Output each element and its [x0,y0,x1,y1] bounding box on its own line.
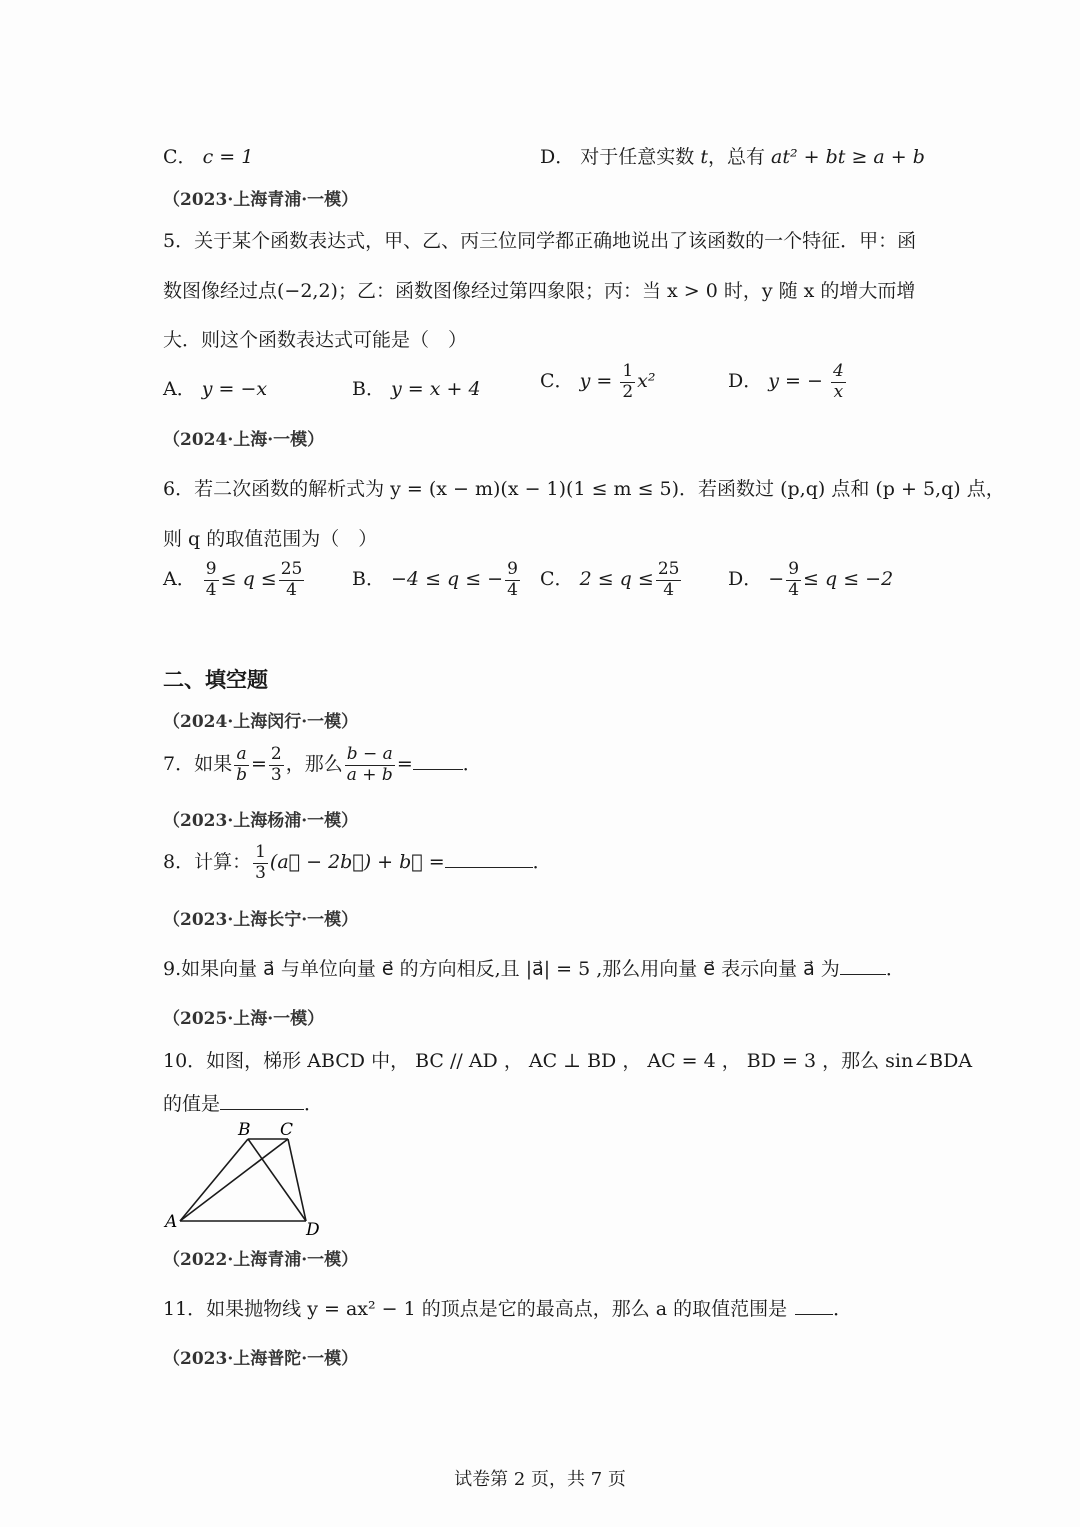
q-end: ． [532,851,552,874]
q6-source: （2024·上海·一模） [163,430,325,450]
q-eq: = [250,753,267,776]
option-expr: y = − [768,370,823,393]
fraction [656,560,682,600]
option-expr: at² + bt ≥ a + b [771,146,925,168]
fraction [234,745,249,785]
option-expr-post: x² [637,370,656,393]
trailing-source: （2023·上海普陀·一模） [163,1349,359,1369]
frac-num: 9 [788,559,800,579]
frac-den: a + b [346,764,393,785]
frac-den: 2 [622,381,634,402]
section-title: 二、填空题 [163,668,268,692]
option-expr: y = −x [201,378,268,400]
frac-num: 4 [832,361,844,381]
q6-option-b [352,560,522,600]
option-label: C． [540,370,574,393]
q6-option-a [163,560,306,600]
q11-source: （2022·上海青浦·一模） [163,1250,359,1270]
option-expr: y = [579,370,613,393]
frac-num: b − a [346,744,393,764]
q6-option-c [540,560,683,600]
frac-num: 25 [657,559,680,579]
answer-blank[interactable] [795,1296,833,1315]
q5-option-c [540,362,656,402]
option-expr-post: ≤ q ≤ −2 [803,568,894,591]
answer-blank[interactable] [413,751,463,770]
option-label: B． [352,568,385,591]
q9-source: （2023·上海长宁·一模） [163,910,359,930]
fraction [279,560,305,600]
q-end: ． [833,1298,853,1320]
fraction [345,745,395,785]
q5-line1: 5．关于某个函数表达式，甲、乙、丙三位同学都正确地说出了该函数的一个特征．甲：函 [163,230,917,252]
option-expr: −4 ≤ q ≤ − [391,568,504,591]
frac-num: 25 [280,559,303,579]
fraction [831,362,846,402]
q-text: 9.如果向量 a⃗ 与单位向量 e⃗ 的方向相反,且 |a⃗| = 5 ,那么用向量 e⃗ 表示向量 a⃗ 为 [163,958,840,980]
option-label: D． [540,146,575,168]
frac-den: 4 [507,579,518,600]
q7-line [163,745,482,785]
q5-line2: 数图像经过点(−2,2)；乙：函数图像经过第四象限；丙：当 x > 0 时，y 随 x 的增大而增 [163,280,916,302]
q6-line2: 则 q 的取值范围为（ ） [163,528,378,550]
answer-blank[interactable] [840,956,886,975]
fraction [786,560,801,600]
q-text: 11．如果抛物线 y = ax² − 1 的顶点是它的最高点，那么 a 的取值范围是 [163,1298,788,1320]
vertex-label-a: A [165,1212,178,1232]
option-expr: y = x + 4 [391,378,481,400]
edge-ab [180,1139,248,1221]
q-text: 7．如果 [163,753,233,776]
answer-blank[interactable] [445,849,533,868]
answer-blank[interactable] [220,1091,304,1110]
q-text: 8．计算： [163,851,252,874]
q-eq: = [396,753,413,776]
fraction [253,843,268,883]
frac-den: 4 [788,579,800,600]
q-end: ． [462,753,482,776]
option-label: A． [163,378,196,400]
frac-den: b [236,764,247,785]
page-footer: 试卷第 2 页，共 7 页 [454,1469,626,1490]
frac-den: x [833,381,844,402]
q5-source: （2023·上海青浦·一模） [163,190,359,210]
q10-line2 [163,1089,323,1116]
fraction [269,745,284,785]
vertex-label-b: B [238,1120,251,1140]
q5-option-d [728,362,848,402]
q-text: ，那么 [285,753,343,776]
frac-num: 1 [255,842,266,862]
option-label: C． [540,568,574,591]
fraction [505,560,520,600]
frac-num: 9 [205,559,217,579]
vertex-label-c: C [280,1120,294,1140]
q8-source: （2023·上海杨浦·一模） [163,811,359,831]
fraction [620,362,635,402]
trapezoid-figure [160,1116,330,1238]
frac-num: 1 [622,361,634,381]
q4-option-d [540,142,925,169]
frac-den: 3 [270,764,282,785]
frac-num: 9 [507,559,518,579]
q4-option-c [163,142,253,169]
q11-line [163,1294,852,1321]
option-label: D． [728,370,763,393]
q6-option-d [728,560,893,600]
option-expr: 2 ≤ q ≤ [579,568,654,591]
option-label: A． [163,568,196,591]
q5-option-a [163,374,267,401]
q-text: 的值是 [163,1093,221,1115]
q-expr: (a⃗ − 2b⃗) + b⃗ = [269,851,445,874]
option-expr: c = 1 [202,146,254,168]
q8-line [163,843,552,883]
q5-option-b [352,374,481,401]
q6-line1: 6．若二次函数的解析式为 y = (x − m)(x − 1)(1 ≤ m ≤ 5)．若函数过 (p,q) 点和 (p + 5,q) 点， [163,478,1005,500]
frac-den: 3 [255,862,266,883]
option-label: C． [163,146,197,168]
fraction [204,560,219,600]
q5-line3: 大．则这个函数表达式可能是（ ） [163,329,468,351]
frac-num: 2 [270,744,282,764]
frac-den: 4 [286,579,297,600]
q10-line1: 10．如图，梯形 ABCD 中， BC // AD ， AC ⊥ BD ， AC = 4 ， BD = 3 ，那么 sin∠BDA [163,1050,973,1072]
q-end: ． [885,958,905,980]
option-expr: ≤ q ≤ [220,568,277,591]
option-label: B． [352,378,385,400]
q7-source: （2024·上海闵行·一模） [163,712,359,732]
q10-source: （2025·上海·一模） [163,1009,325,1029]
frac-den: 4 [663,579,675,600]
frac-num: a [234,745,249,766]
q-end: ． [304,1093,324,1115]
option-expr: − [768,568,785,591]
q9-line [163,954,905,981]
option-text2: ，总有 [707,146,765,168]
option-text: 对于任意实数 [580,146,695,168]
vertex-label-d: D [306,1220,320,1238]
diagonal-ac [180,1139,288,1221]
frac-den: 4 [205,579,217,600]
option-var: t [700,146,708,168]
option-label: D． [728,568,763,591]
